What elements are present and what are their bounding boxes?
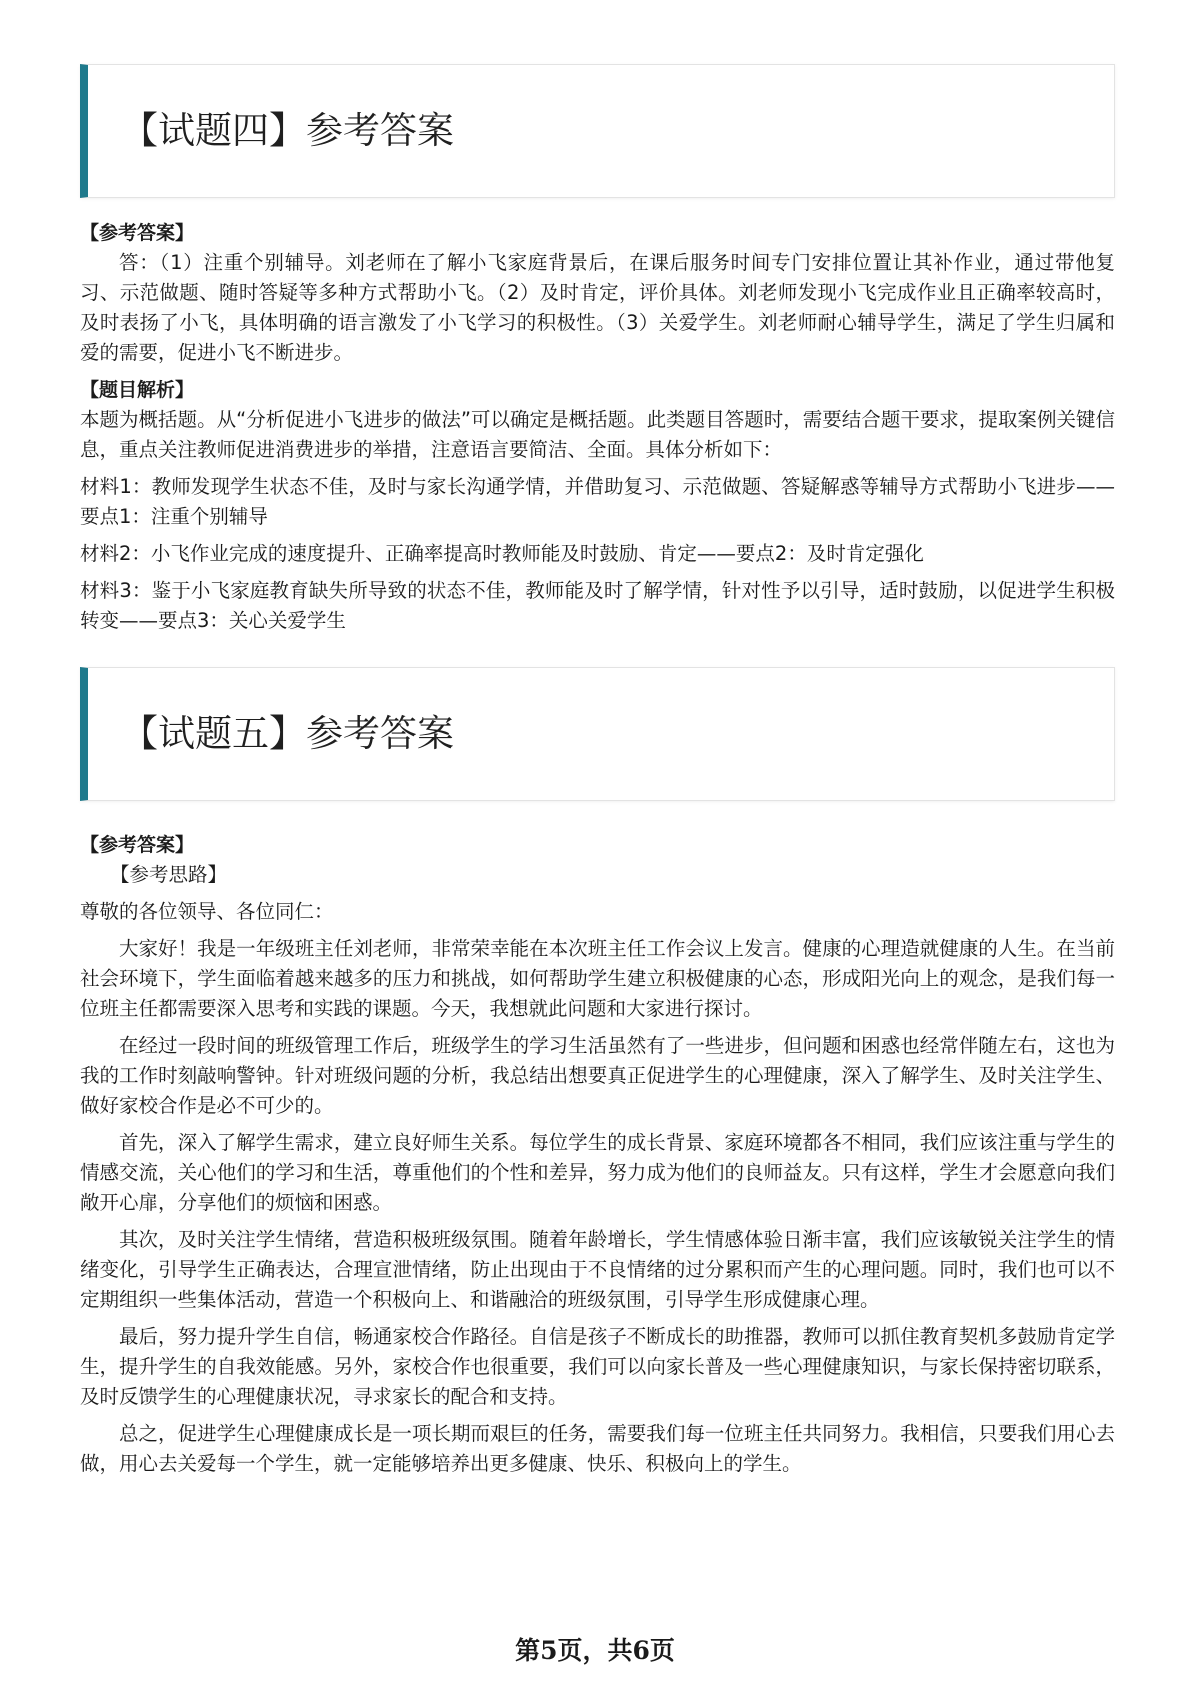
answer-tag: 【参考答案】 (80, 834, 195, 856)
section-header-q5 (80, 667, 1115, 801)
analysis-paragraph: 材料3：鉴于小飞家庭教育缺失所导致的状态不佳，教师能及时了解学情，针对性予以引导，适时鼓励，以促进学生积极转变——要点3：关心关爱学生 (80, 579, 1115, 632)
speech-paragraph: 总之，促进学生心理健康成长是一项长期而艰巨的任务，需要我们每一位班主任共同努力。我相信，只要我们用心去做，用心去关爱每一个学生，就一定能够培养出更多健康、快乐、积极向上的学生。 (80, 1422, 1115, 1475)
section-title: 【试题四】参考答案 (121, 109, 454, 152)
answer-tag: 【参考答案】 (80, 222, 195, 244)
analysis-paragraph: 本题为概括题。从“分析促进小飞进步的做法”可以确定是概括题。此类题目答题时，需要结合题干要求，提取案例关键信息，重点关注教师促进消费进步的举措，注意语言要简洁、全面。具体分析如下： (80, 408, 1115, 461)
q4-content (80, 218, 1115, 636)
q5-content (80, 830, 1115, 1479)
speech-paragraph: 其次，及时关注学生情绪，营造积极班级氛围。随着年龄增长，学生情感体验日渐丰富，我们应该敏锐关注学生的情绪变化，引导学生正确表达，合理宣泄情绪，防止出现由于不良情绪的过分累积而产生的心理问题。同时，我们也可以不定期组织一些集体活动，营造一个积极向上、和谐融洽的班级氛围，引导学生形成健康心理。 (80, 1228, 1115, 1311)
section-title: 【试题五】参考答案 (121, 712, 454, 755)
thinking-tag: 【参考思路】 (110, 863, 228, 886)
speech-paragraph: 最后，努力提升学生自信，畅通家校合作路径。自信是孩子不断成长的助推器，教师可以抓住教育契机多鼓励肯定学生，提升学生的自我效能感。另外，家校合作也很重要，我们可以向家长普及一些心理健康知识，与家长保持密切联系，及时反馈学生的心理健康状况，寻求家长的配合和支持。 (80, 1325, 1115, 1408)
analysis-paragraph: 材料1：教师发现学生状态不佳，及时与家长沟通学情，并借助复习、示范做题、答疑解惑等辅导方式帮助小飞进步——要点1：注重个别辅导 (80, 475, 1115, 528)
section-header-q4 (80, 64, 1115, 198)
page-footer: 第5页，共6页 (515, 1636, 675, 1665)
speech-paragraph: 大家好！我是一年级班主任刘老师，非常荣幸能在本次班主任工作会议上发言。健康的心理造就健康的人生。在当前社会环境下，学生面临着越来越多的压力和挑战，如何帮助学生建立积极健康的心态，形成阳光向上的观念，是我们每一位班主任都需要深入思考和实践的课题。今天，我想就此问题和大家进行探讨。 (80, 937, 1115, 1020)
speech-paragraph: 首先，深入了解学生需求，建立良好师生关系。每位学生的成长背景、家庭环境都各不相同，我们应该注重与学生的情感交流，关心他们的学习和生活，尊重他们的个性和差异，努力成为他们的良师益友。只有这样，学生才会愿意向我们敞开心扉，分享他们的烦恼和困惑。 (80, 1131, 1115, 1214)
salutation: 尊敬的各位领导、各位同仁： (80, 900, 334, 923)
analysis-tag: 【题目解析】 (80, 379, 195, 401)
analysis-paragraph: 材料2：小飞作业完成的速度提升、正确率提高时教师能及时鼓励、肯定——要点2：及时肯定强化 (80, 542, 924, 565)
answer-text: 答：（1）注重个别辅导。刘老师在了解小飞家庭背景后，在课后服务时间专门安排位置让其补作业，通过带他复习、示范做题、随时答疑等多种方式帮助小飞。（2）及时肯定，评价具体。刘老师发现小飞完成作业且正确率较高时，及时表扬了小飞，具体明确的语言激发了小飞学习的积极性。（3）关爱学生。刘老师耐心辅导学生，满足了学生归属和爱的需要，促进小飞不断进步。 (80, 251, 1115, 364)
speech-paragraph: 在经过一段时间的班级管理工作后，班级学生的学习生活虽然有了一些进步，但问题和困惑也经常伴随左右，这也为我的工作时刻敲响警钟。针对班级问题的分析，我总结出想要真正促进学生的心理健康，深入了解学生、及时关注学生、做好家校合作是必不可少的。 (80, 1034, 1115, 1117)
